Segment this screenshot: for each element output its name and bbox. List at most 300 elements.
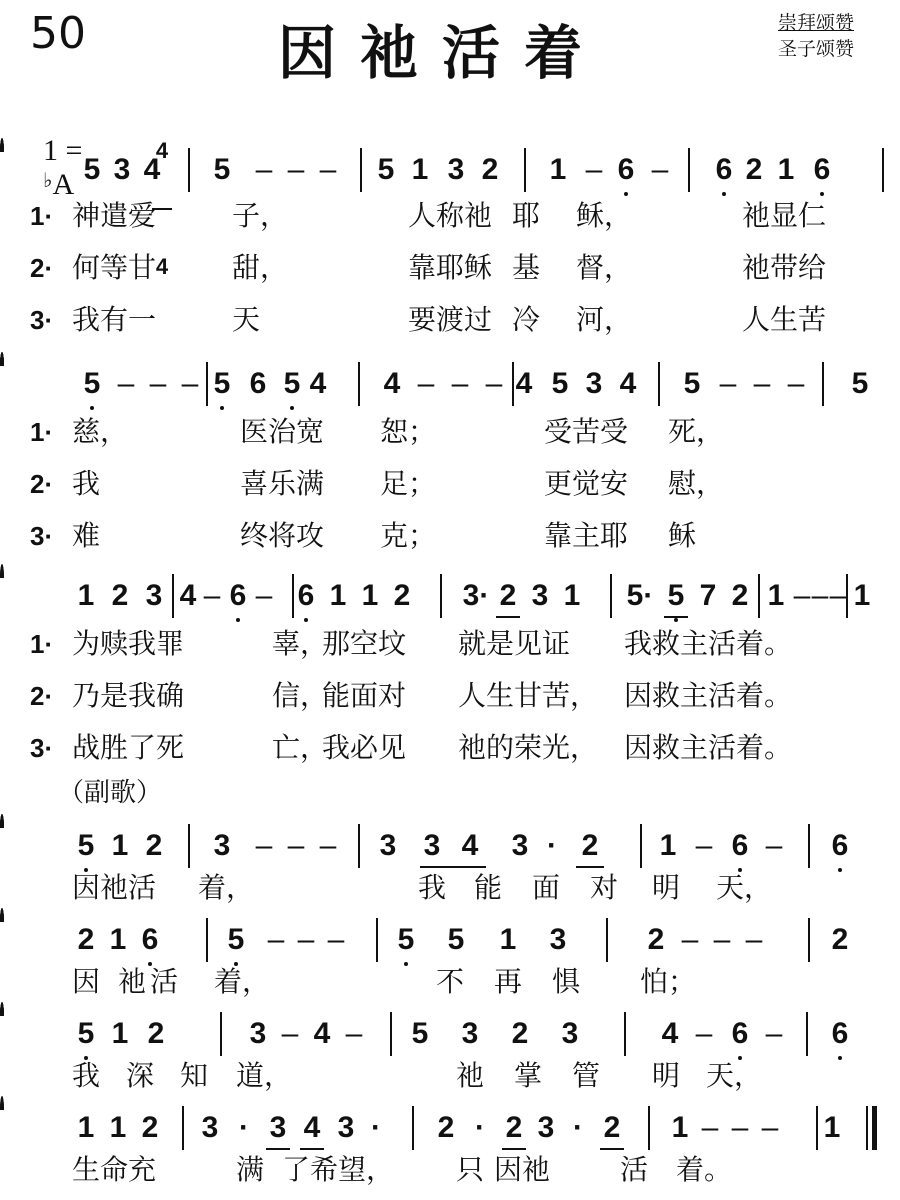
- hold-dash: –: [267, 923, 285, 956]
- low-octave-dot: [90, 406, 94, 410]
- note: 2: [77, 923, 95, 956]
- lyric-text: 我: [72, 1059, 101, 1092]
- hold-dash: –: [651, 153, 669, 186]
- lyric-text: 受苦受: [544, 415, 629, 448]
- barline: [440, 574, 442, 618]
- lyric-text: 更觉安: [544, 467, 629, 500]
- lyric-text: 再: [494, 965, 523, 998]
- note: 6: [715, 153, 733, 186]
- note: 5: [77, 829, 95, 862]
- note: 1: [671, 1111, 689, 1144]
- lyric-text: 何等甘: [72, 251, 157, 284]
- low-octave-dot: [838, 868, 842, 872]
- note: 4: [179, 579, 197, 612]
- hold-dash: –: [345, 1017, 363, 1050]
- lyric-text: 靠主耶: [544, 519, 629, 552]
- eighth-underline: [664, 616, 688, 618]
- hold-dash: –: [765, 1017, 783, 1050]
- note: 6: [229, 579, 247, 612]
- lyric-text: 明: [652, 1059, 681, 1092]
- notation-row-3: [0, 578, 900, 618]
- note: 3: [537, 1111, 555, 1144]
- note: 3: [249, 1017, 267, 1050]
- hold-dash: –: [287, 829, 305, 862]
- lyric-text: 因祂: [494, 1153, 551, 1186]
- hold-dash: –: [829, 579, 847, 612]
- barline: [188, 148, 190, 192]
- note: 5: [851, 367, 869, 400]
- hold-dash: –: [117, 367, 135, 400]
- hold-dash: –: [695, 829, 713, 862]
- barline: [846, 574, 848, 618]
- note: 3: [201, 1111, 219, 1144]
- lyric-text: 那空坟: [322, 627, 407, 660]
- hold-dash: –: [297, 923, 315, 956]
- lyric-text: 子，: [232, 199, 289, 232]
- note: ·: [573, 1111, 583, 1144]
- lyric-text: 乃是我确: [72, 679, 185, 712]
- barline: [220, 1012, 222, 1056]
- note: 4: [383, 367, 401, 400]
- note: 3: [461, 1017, 479, 1050]
- note: 4: [619, 367, 637, 400]
- tie-arc: [0, 138, 4, 152]
- eighth-underline: [300, 1148, 324, 1150]
- note: 1: [111, 829, 129, 862]
- note: ·: [371, 1111, 381, 1144]
- flat-sign: ♭: [43, 170, 53, 192]
- note: 4: [309, 367, 327, 400]
- barline: [376, 918, 378, 962]
- barline: [206, 918, 208, 962]
- note: 3: [269, 1111, 287, 1144]
- note: 3: [145, 579, 163, 612]
- hold-dash: –: [181, 367, 199, 400]
- verse-number: 3·: [30, 521, 54, 551]
- barline: [206, 362, 208, 406]
- eighth-underline: [496, 616, 520, 618]
- note: 5: [411, 1017, 429, 1050]
- note: 5: [83, 153, 101, 186]
- low-octave-dot: [722, 192, 726, 196]
- note: 5: [667, 579, 685, 612]
- note: 3: [511, 829, 529, 862]
- lyric-text: 慈，: [72, 415, 129, 448]
- time-bottom: 4: [155, 254, 169, 279]
- lyric-text: 着。: [676, 1153, 733, 1186]
- low-octave-dot: [820, 192, 824, 196]
- hold-dash: –: [255, 829, 273, 862]
- hold-dash: –: [753, 367, 771, 400]
- note: 1: [77, 579, 95, 612]
- lyric-text: 要渡过: [408, 303, 493, 336]
- note: 2: [147, 1017, 165, 1050]
- tie-arc: [0, 564, 4, 578]
- lyric-text: 稣，: [576, 199, 633, 232]
- key-note: A: [52, 168, 75, 201]
- lyric-text: 基: [512, 251, 541, 284]
- lyric-text: 人生甘苦，: [458, 679, 599, 712]
- lyric-text: 不: [436, 965, 465, 998]
- lyric-text: 我必见: [322, 731, 407, 764]
- note: 3: [585, 367, 603, 400]
- note: 2: [745, 153, 763, 186]
- note: 5: [283, 367, 301, 400]
- hold-dash: –: [255, 579, 273, 612]
- lyric-text: 人称祂: [408, 199, 493, 232]
- note: 3: [213, 829, 231, 862]
- low-octave-dot: [404, 962, 408, 966]
- lyric-text: 我有一: [72, 303, 157, 336]
- lyric-text: 靠耶稣: [408, 251, 493, 284]
- lyric-text: 满: [236, 1153, 265, 1186]
- time-top: 4: [155, 138, 169, 163]
- lyric-text: 道，: [236, 1059, 293, 1092]
- note: 5: [397, 923, 415, 956]
- note: 1: [109, 1111, 127, 1144]
- note: 5: [447, 923, 465, 956]
- barline: [640, 824, 642, 868]
- barline: [610, 574, 612, 618]
- verse-number: 2·: [30, 253, 54, 283]
- note: 1: [361, 579, 379, 612]
- lyric-text: 死，: [668, 415, 725, 448]
- lyric-text: 着，: [198, 871, 255, 904]
- note: 2: [511, 1017, 529, 1050]
- lyric-text: 面: [532, 871, 561, 904]
- note: 3: [379, 829, 397, 862]
- hold-dash: –: [695, 1017, 713, 1050]
- hold-dash: –: [719, 367, 737, 400]
- hold-dash: –: [281, 1017, 299, 1050]
- lyric-text: 因: [72, 965, 101, 998]
- lyric-text: 掌: [514, 1059, 543, 1092]
- barline: [688, 148, 690, 192]
- note: 3: [447, 153, 465, 186]
- hold-dash: –: [745, 923, 763, 956]
- hold-dash: –: [255, 153, 273, 186]
- key-prefix: 1 =: [43, 134, 83, 167]
- barline: [292, 574, 294, 618]
- chorus-row-1: [0, 828, 900, 868]
- note: 1: [77, 1111, 95, 1144]
- lyric-text: 就是见证: [458, 627, 571, 660]
- low-octave-dot: [624, 192, 628, 196]
- lyric-text: 天，: [716, 871, 773, 904]
- barline: [808, 824, 810, 868]
- note: 3: [549, 923, 567, 956]
- note: 3: [423, 829, 441, 862]
- hold-dash: –: [451, 367, 469, 400]
- lyric-text: 着，: [214, 965, 271, 998]
- lyric-text: 甜，: [232, 251, 289, 284]
- note: 5: [551, 367, 569, 400]
- hold-dash: –: [793, 579, 811, 612]
- chorus-row-2: [0, 922, 900, 962]
- note: 5: [683, 367, 701, 400]
- lyric-text: 医治宽: [240, 415, 325, 448]
- eighth-underline: [576, 866, 604, 868]
- note: 3: [337, 1111, 355, 1144]
- lyric-text: 亡，: [272, 731, 329, 764]
- final-barline-thin: [866, 1106, 868, 1150]
- note: 6: [731, 829, 749, 862]
- hold-dash: –: [713, 923, 731, 956]
- hold-dash: –: [787, 367, 805, 400]
- low-octave-dot: [220, 406, 224, 410]
- note: 1: [549, 153, 567, 186]
- verse-number: 2·: [30, 681, 54, 711]
- note: 1: [109, 923, 127, 956]
- note: 6: [831, 829, 849, 862]
- hold-dash: –: [203, 579, 221, 612]
- hold-dash: –: [149, 367, 167, 400]
- hold-dash: –: [319, 153, 337, 186]
- lyric-text: 辜，: [272, 627, 329, 660]
- barline: [882, 148, 884, 192]
- low-octave-dot: [236, 618, 240, 622]
- barline: [648, 1106, 650, 1150]
- eighth-underline: [600, 1148, 624, 1150]
- barline: [182, 1106, 184, 1150]
- lyric-text: 管: [572, 1059, 601, 1092]
- note: 2: [505, 1111, 523, 1144]
- note: 4: [313, 1017, 331, 1050]
- note: 2: [111, 579, 129, 612]
- lyric-text: 耶: [512, 199, 541, 232]
- note: 2: [731, 579, 749, 612]
- verse-number: 1·: [30, 629, 54, 659]
- note: 6: [731, 1017, 749, 1050]
- barline: [822, 362, 824, 406]
- barline: [758, 574, 760, 618]
- note: 1: [659, 829, 677, 862]
- note: 5: [377, 153, 395, 186]
- final-barline-thick: [872, 1106, 877, 1150]
- note: 2: [647, 923, 665, 956]
- lyric-text: 督，: [576, 251, 633, 284]
- lyric-text: 战胜了死: [72, 731, 185, 764]
- chorus-row-4: [0, 1110, 900, 1150]
- barline: [358, 824, 360, 868]
- barline: [188, 824, 190, 868]
- hold-dash: –: [701, 1111, 719, 1144]
- lyric-text: 为赎我罪: [72, 627, 185, 660]
- tie-arc: [0, 1002, 4, 1016]
- verse-number: 1·: [30, 417, 54, 447]
- low-octave-dot: [838, 1056, 842, 1060]
- note: 5·: [626, 579, 654, 612]
- note: 6: [813, 153, 831, 186]
- lyric-text: 对: [590, 871, 619, 904]
- note: 1: [853, 579, 871, 612]
- note: 4: [515, 367, 533, 400]
- lyric-text: 足；: [380, 467, 437, 500]
- lyric-text: 深: [126, 1059, 155, 1092]
- source-subcategory: 圣子颂赞: [778, 38, 855, 60]
- tie-arc: [0, 352, 4, 366]
- note: 6: [297, 579, 315, 612]
- note: 5: [227, 923, 245, 956]
- chorus-label: （副歌）: [58, 778, 163, 808]
- note: ·: [547, 829, 557, 862]
- lyric-text: 祂显仁: [742, 199, 827, 232]
- hold-dash: –: [761, 1111, 779, 1144]
- note: 6: [249, 367, 267, 400]
- barline: [606, 918, 608, 962]
- barline: [360, 148, 362, 192]
- lyric-text: 冷: [512, 303, 541, 336]
- low-octave-dot: [290, 406, 294, 410]
- lyric-text: 河，: [576, 303, 633, 336]
- barline: [390, 1012, 392, 1056]
- note: 4: [661, 1017, 679, 1050]
- note: 2: [481, 153, 499, 186]
- barline: [172, 574, 174, 618]
- hold-dash: –: [765, 829, 783, 862]
- lyric-text: 我: [72, 467, 101, 500]
- lyric-text: 我救主活着。: [624, 627, 793, 660]
- lyric-text: 生命充: [72, 1153, 157, 1186]
- lyric-text: 稣: [668, 519, 697, 552]
- verse-number: 3·: [30, 733, 54, 763]
- lyric-text: 能: [474, 871, 503, 904]
- eighth-underline: [420, 866, 486, 868]
- note: 5: [77, 1017, 95, 1050]
- barline: [816, 1106, 818, 1150]
- notation-row-1: [0, 152, 900, 192]
- hold-dash: –: [811, 579, 829, 612]
- lyric-text: 因救主活着。: [624, 679, 793, 712]
- barline: [806, 1012, 808, 1056]
- source-category: 崇拜颂赞: [778, 12, 855, 34]
- lyric-text: 难: [72, 519, 101, 552]
- note: 1: [329, 579, 347, 612]
- lyric-text: 祂: [118, 965, 147, 998]
- lyric-text: 我: [418, 871, 447, 904]
- tie-arc: [0, 1096, 4, 1110]
- note: 3: [113, 153, 131, 186]
- note: 7: [699, 579, 717, 612]
- lyric-text: 因祂活: [72, 871, 157, 904]
- note: 2: [145, 829, 163, 862]
- lyric-text: 慰，: [668, 467, 725, 500]
- note: 2: [831, 923, 849, 956]
- lyric-text: 神遣爱: [72, 199, 157, 232]
- note: 4: [461, 829, 479, 862]
- lyric-text: 天，: [706, 1059, 763, 1092]
- lyric-text: 能面对: [322, 679, 407, 712]
- barline: [524, 148, 526, 192]
- barline: [658, 362, 660, 406]
- lyric-text: 怕；: [640, 965, 697, 998]
- lyric-text: 惧: [552, 965, 581, 998]
- tie-arc: [0, 814, 4, 828]
- lyric-text: 只: [456, 1153, 485, 1186]
- note: 1: [111, 1017, 129, 1050]
- barline: [358, 362, 360, 406]
- hold-dash: –: [327, 923, 345, 956]
- note: 6: [831, 1017, 849, 1050]
- hymn-title: 因祂活着: [278, 19, 607, 87]
- barline: [808, 918, 810, 962]
- lyric-text: 祂的荣光，: [458, 731, 599, 764]
- lyric-text: 了希望，: [282, 1153, 395, 1186]
- hymn-number: 50: [30, 8, 86, 59]
- low-octave-dot: [674, 618, 678, 622]
- hold-dash: –: [731, 1111, 749, 1144]
- note: 4: [303, 1111, 321, 1144]
- note: 1: [767, 579, 785, 612]
- note: 5: [213, 153, 231, 186]
- note: 1: [499, 923, 517, 956]
- lyric-text: 明: [652, 871, 681, 904]
- lyric-text: 克；: [380, 519, 437, 552]
- lyric-text: 祂带给: [742, 251, 827, 284]
- note: ·: [475, 1111, 485, 1144]
- lyric-text: 终将攻: [240, 519, 325, 552]
- note: 3: [531, 579, 549, 612]
- note: 3: [561, 1017, 579, 1050]
- lyric-text: 祂: [456, 1059, 485, 1092]
- lyric-text: 活: [150, 965, 179, 998]
- note: 2: [581, 829, 599, 862]
- note: 2: [499, 579, 517, 612]
- verse-number: 1·: [30, 201, 54, 231]
- note: 1: [411, 153, 429, 186]
- note: 1: [563, 579, 581, 612]
- lyric-text: 恕；: [380, 415, 437, 448]
- tie-arc: [0, 908, 4, 922]
- barline: [512, 362, 514, 406]
- note: 3·: [462, 579, 490, 612]
- hold-dash: –: [319, 829, 337, 862]
- note: 5: [213, 367, 231, 400]
- lyric-text: 活: [620, 1153, 649, 1186]
- verse-number: 3·: [30, 305, 54, 335]
- barline: [624, 1012, 626, 1056]
- hold-dash: –: [681, 923, 699, 956]
- eighth-underline: [502, 1148, 526, 1150]
- note: 1: [823, 1111, 841, 1144]
- hold-dash: –: [585, 153, 603, 186]
- note: 5: [83, 367, 101, 400]
- hold-dash: –: [485, 367, 503, 400]
- lyric-text: 知: [180, 1059, 209, 1092]
- note: 1: [777, 153, 795, 186]
- note: 2: [603, 1111, 621, 1144]
- lyric-text: 人生苦: [742, 303, 827, 336]
- verse-number: 2·: [30, 469, 54, 499]
- hold-dash: –: [287, 153, 305, 186]
- lyric-text: 信，: [272, 679, 329, 712]
- note: 2: [141, 1111, 159, 1144]
- eighth-underline: [266, 1148, 290, 1150]
- hold-dash: –: [417, 367, 435, 400]
- lyric-text: 天: [232, 303, 261, 336]
- note: 6: [617, 153, 635, 186]
- lyric-text: 因救主活着。: [624, 731, 793, 764]
- barline: [412, 1106, 414, 1150]
- note: 6: [141, 923, 159, 956]
- lyric-text: 喜乐满: [240, 467, 325, 500]
- note: ·: [239, 1111, 249, 1144]
- note: 4: [143, 153, 161, 186]
- notation-row-2: [0, 366, 900, 406]
- note: 2: [393, 579, 411, 612]
- chorus-row-3: [0, 1016, 900, 1056]
- note: 2: [437, 1111, 455, 1144]
